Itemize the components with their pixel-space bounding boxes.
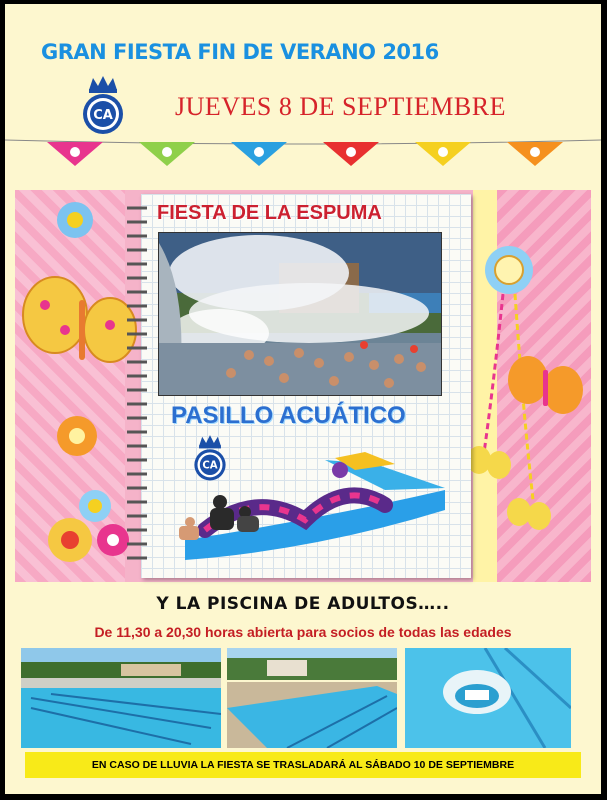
- foam-party-title: FIESTA DE LA ESPUMA: [157, 202, 382, 224]
- butterfly-icon: [508, 356, 583, 414]
- pennant-flag-icon: [139, 142, 195, 166]
- club-crest-icon: [79, 72, 127, 136]
- adult-pool-headline: Y LA PISCINA DE ADULTOS…..: [156, 594, 450, 614]
- pool-photo-3: [405, 648, 571, 748]
- water-corridor-title: PASILLO ACUÁTICO: [171, 402, 406, 429]
- pool-photo-2: [227, 648, 397, 748]
- flower-icon: [57, 202, 93, 238]
- inflatable-photo: [175, 450, 455, 570]
- butterfly-icon: [467, 446, 511, 479]
- pennant-bunting: [5, 134, 601, 194]
- foam-party-photo: [158, 232, 442, 396]
- pennant-flag-icon: [415, 142, 471, 166]
- poster: [5, 4, 601, 794]
- flower-icon: [79, 490, 111, 522]
- notebook-spiral: [123, 200, 153, 572]
- butterfly-icon: [507, 498, 551, 530]
- svg-text:CA: CA: [93, 108, 113, 123]
- event-date: JUEVES 8 DE SEPTIEMBRE: [175, 92, 506, 121]
- svg-text:CA: CA: [202, 460, 218, 472]
- opening-hours: De 11,30 a 20,30 horas abierta para socios de todas las edades: [94, 624, 512, 640]
- pennant-flag-icon: [323, 142, 379, 166]
- pennant-flag-icon: [507, 142, 563, 166]
- pennant-flag-icon: [231, 142, 287, 166]
- right-decorations: [463, 190, 591, 582]
- rain-notice: EN CASO DE LLUVIA LA FIESTA SE TRASLADARÁ AL SÁBADO 10 DE SEPTIEMBRE: [25, 752, 581, 778]
- pool-photo-1: [21, 648, 221, 748]
- flower-icon: [48, 518, 92, 562]
- event-title: GRAN FIESTA FIN DE VERANO 2016: [41, 40, 439, 64]
- flower-icon: [485, 246, 533, 294]
- flower-icon: [57, 416, 97, 456]
- pennant-flag-icon: [47, 142, 103, 166]
- butterfly-icon: [23, 277, 136, 362]
